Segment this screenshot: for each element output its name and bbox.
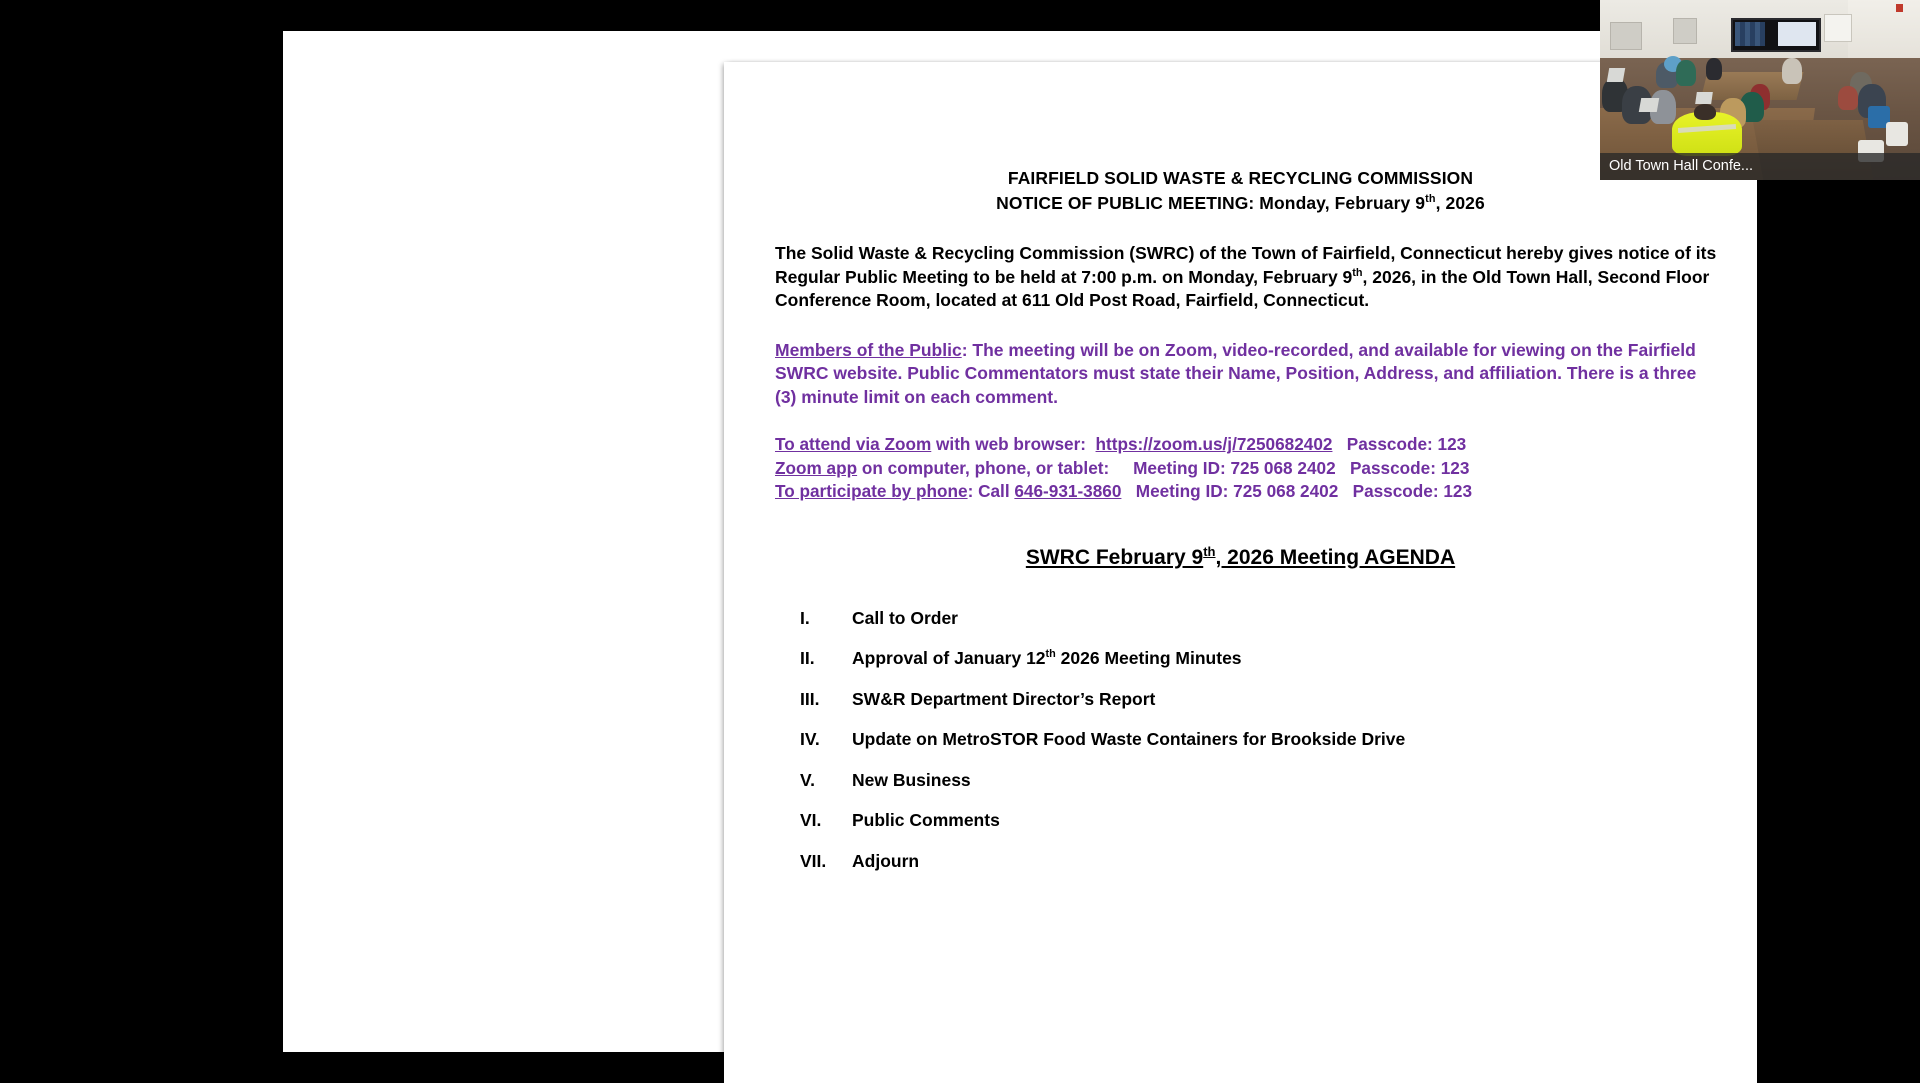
- agenda-heading: [748, 543, 1733, 569]
- attendee-head: [1694, 104, 1716, 120]
- zoom-browser-text: with web browser:: [931, 434, 1096, 454]
- attendee: [1676, 60, 1696, 86]
- video-thumbnail-caption: Old Town Hall Confe...: [1600, 153, 1920, 180]
- attendee: [1706, 58, 1722, 80]
- agenda-item: [800, 809, 1733, 831]
- document-title-line-1: FAIRFIELD SOLID WASTE & RECYCLING COMMISSION: [1007, 168, 1474, 188]
- zoom-app-label: Zoom app: [775, 457, 858, 478]
- document-title-ordinal-suffix: th: [1425, 193, 1436, 206]
- agenda-item-numeral: V.: [800, 769, 815, 790]
- presentation-screen: [1778, 22, 1816, 46]
- meeting-notice-ordinal-suffix: th: [1352, 266, 1363, 279]
- whiteboard: [1824, 14, 1852, 42]
- document-title-line-2-text: NOTICE OF PUBLIC MEETING: Monday, February 9: [996, 193, 1426, 213]
- zoom-app-line: [775, 457, 1733, 481]
- agenda-item-numeral: VII.: [800, 850, 827, 871]
- laptop: [1695, 92, 1713, 104]
- wall-panel-left: [1610, 22, 1642, 50]
- zoom-meeting-url[interactable]: https://zoom.us/j/7250682402: [1095, 434, 1333, 454]
- agenda-item-label: Public Comments: [852, 810, 1000, 830]
- agenda-item-label: SW&R Department Director’s Report: [852, 688, 1156, 709]
- zoom-app-text: on computer, phone, or tablet: Meeting ID: 725 068 2402 Passcode: 123: [857, 457, 1470, 478]
- agenda-item: [800, 850, 1733, 872]
- members-of-public-paragraph: [775, 339, 1717, 410]
- agenda-item-label-part-1: Approval of January 12: [852, 648, 1046, 668]
- agenda-item-numeral: II.: [800, 648, 815, 668]
- members-of-public-text: : The meeting will be on Zoom, video-recorded, and available for viewing on the Fairfield SWRC website. Public Commentators must state their Name, Position, Address, and affiliation. There is a three (3) minute limit on each comment.: [775, 339, 1697, 407]
- zoom-dial-in-number[interactable]: 646-931-3860: [1014, 481, 1122, 501]
- meeting-notice-text-part-2: , 2026, in the Old Town Hall, Second Floor Conference Room, located at 611 Old Post Road, Fairfield, Connecticut.: [775, 266, 1710, 310]
- chair: [1886, 122, 1908, 146]
- document-title-line-2: [748, 191, 1733, 216]
- zoom-browser-line: [775, 433, 1733, 457]
- agenda-item: [800, 769, 1733, 791]
- agenda-item-numeral: III.: [800, 688, 820, 709]
- agenda-item: [800, 688, 1733, 710]
- members-of-public-label: Members of the Public: [775, 339, 962, 360]
- exit-sign-icon: [1896, 4, 1903, 12]
- wall-panel-center: [1673, 18, 1697, 44]
- zoom-phone-label: To participate by phone: [775, 481, 968, 501]
- video-gallery-screen: [1735, 22, 1765, 46]
- agenda-item: [800, 607, 1733, 629]
- attendee: [1838, 86, 1858, 110]
- agenda-heading-text: SWRC February 9: [1025, 545, 1204, 569]
- document-title-line-2-year: , 2026: [1435, 193, 1485, 213]
- agenda-item: [800, 728, 1733, 750]
- agenda-item-list: [800, 607, 1733, 872]
- zoom-phone-line: [775, 480, 1733, 504]
- agenda-item: [800, 647, 1733, 669]
- zoom-phone-meeting-id: Meeting ID: 725 068 2402 Passcode: 123: [1121, 481, 1473, 501]
- attendee: [1782, 58, 1802, 84]
- agenda-item-label: New Business: [852, 769, 971, 790]
- laptop: [1639, 98, 1659, 112]
- document-title-block: [748, 166, 1733, 216]
- zoom-phone-text: : Call: [967, 481, 1015, 501]
- meeting-notice-text-part-1: The Solid Waste & Recycling Commission (SWRC) of the Town of Fairfield, Connecticut hereby gives notice of its Regular Public Meeting to be held at 7:00 p.m. on Monday, February 9: [775, 243, 1717, 287]
- agenda-heading-suffix: , 2026 Meeting AGENDA: [1215, 545, 1456, 569]
- agenda-item-label-part-2: 2026 Meeting Minutes: [1055, 648, 1242, 668]
- zoom-access-block: [775, 433, 1733, 504]
- document-content: [724, 62, 1757, 1083]
- agenda-item-numeral: IV.: [800, 729, 820, 749]
- meeting-notice-paragraph: [775, 242, 1717, 313]
- agenda-item-label: Adjourn: [852, 850, 920, 871]
- agenda-item-label: [852, 647, 1733, 669]
- agenda-heading-ordinal-suffix: th: [1203, 543, 1216, 559]
- zoom-browser-label: To attend via Zoom: [775, 434, 932, 454]
- zoom-browser-passcode: Passcode: 123: [1332, 434, 1467, 454]
- display-screen: [1731, 18, 1821, 52]
- agenda-item-label: Call to Order: [852, 607, 958, 628]
- agenda-item-ordinal-suffix: th: [1045, 648, 1056, 661]
- agenda-item-numeral: VI.: [800, 810, 822, 830]
- agenda-item-label: Update on MetroSTOR Food Waste Containers for Brookside Drive: [852, 729, 1406, 749]
- document-page: [724, 62, 1757, 1083]
- laptop: [1607, 68, 1625, 82]
- video-thumbnail-tile[interactable]: [1600, 0, 1920, 180]
- agenda-item-numeral: I.: [800, 607, 810, 628]
